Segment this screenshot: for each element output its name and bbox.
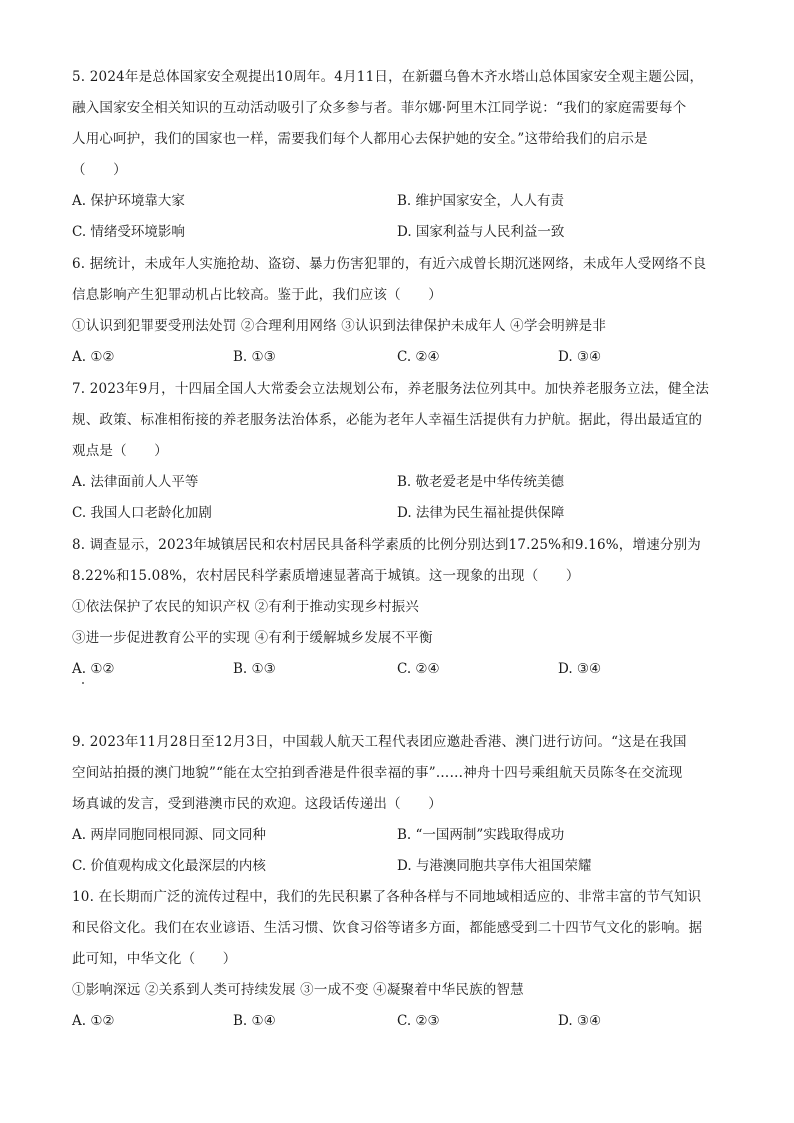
q8-statements-1: ①依法保护了农民的知识产权 ②有利于推动实现乡村振兴 [72,599,419,615]
q10-option-a: A. ①② [72,1013,115,1029]
q5-stem-line-2: 融入国家安全相关知识的互动活动吸引了众多参与者。菲尔娜·阿里木江同学说：“我们的家庭需要每个 [72,100,687,116]
q8-statements-2: ③进一步促进教育公平的实现 ④有利于缓解城乡发展不平衡 [72,630,433,646]
q9-option-b: B. “一国两制”实践取得成功 [397,827,565,843]
q7-option-c: C. 我国人口老龄化加剧 [72,505,212,521]
q10-option-c: C. ②③ [397,1013,440,1029]
q10-option-d: D. ③④ [558,1013,602,1029]
q10-statements: ①影响深远 ②关系到人类可持续发展 ③一成不变 ④凝聚着中华民族的智慧 [72,982,524,998]
q7-option-d: D. 法律为民生福祉提供保障 [397,505,565,521]
q8-option-d: D. ③④ [558,661,602,677]
q5-option-b: B. 维护国家安全，人人有责 [397,193,565,209]
q9-stem-line-1: 9. 2023年11月28日至12月3日，中国载人航天工程代表团应邀赴香港、澳门进行访问。“这是在我国 [72,734,687,750]
stray-mark [82,682,84,684]
q7-stem-line-1: 7. 2023年9月，十四届全国人大常委会立法规划公布，养老服务法位列其中。加快养老服务立法，健全法 [72,381,710,397]
q9-stem-line-2: 空间站拍摄的澳门地貌”“能在太空拍到香港是件很幸福的事”……神舟十四号乘组航天员陈冬在交流现 [72,765,683,781]
q6-statements: ①认识到犯罪要受刑法处罚 ②合理利用网络 ③认识到法律保护未成年人 ④学会明辨是非 [72,318,607,334]
q10-stem-line-3: 此可知，中华文化（ ） [72,951,237,967]
q6-option-b: B. ①③ [233,349,276,365]
q6-option-c: C. ②④ [397,349,440,365]
q6-option-a: A. ①② [72,349,115,365]
q8-stem-line-2: 8.22%和15.08%，农村居民科学素质增速显著高于城镇。这一现象的出现（ ） [72,568,580,584]
q8-option-b: B. ①③ [233,661,276,677]
q6-stem-line-2: 信息影响产生犯罪动机占比较高。鉴于此，我们应该（ ） [72,287,442,303]
q10-option-b: B. ①④ [233,1013,276,1029]
q5-answer-blank: （ ） [72,162,127,178]
q10-stem-line-1: 10. 在长期而广泛的流传过程中，我们的先民积累了各种各样与不同地域相适应的、非常丰富的节气知识 [72,889,702,905]
q7-stem-line-3: 观点是（ ） [72,443,168,459]
q9-option-c: C. 价值观构成文化最深层的内核 [72,858,266,874]
q9-option-d: D. 与港澳同胞共享伟大祖国荣耀 [397,858,592,874]
q5-option-a: A. 保护环境靠大家 [72,193,185,209]
q7-option-a: A. 法律面前人人平等 [72,474,199,490]
q5-stem-line-1: 5. 2024年是总体国家安全观提出10周年。4月11日，在新疆乌鲁木齐水塔山总体国家安全观主题公园， [72,69,704,85]
q8-option-a: A. ①② [72,661,115,677]
q9-option-a: A. 两岸同胞同根同源、同文同种 [72,827,266,843]
q5-stem-line-3: 人用心呵护，我们的国家也一样，需要我们每个人都用心去保护她的安全。”这带给我们的启示是 [72,131,648,147]
q7-stem-line-2: 规、政策、标准相衔接的养老服务法治体系，必能为老年人幸福生活提供有力护航。据此，得出最适宜的 [72,412,703,428]
q10-stem-line-2: 和民俗文化。我们在农业谚语、生活习惯、饮食习俗等诸多方面，都能感受到二十四节气文化的影响。据 [72,920,703,936]
q6-option-d: D. ③④ [558,349,602,365]
q6-stem-line-1: 6. 据统计，未成年人实施抢劫、盗窃、暴力伤害犯罪的，有近六成曾长期沉迷网络，未成年人受网络不良 [72,256,707,272]
q7-option-b: B. 敬老爱老是中华传统美德 [397,474,565,490]
q9-stem-line-3: 场真诚的发言，受到港澳市民的欢迎。这段话传递出（ ） [72,796,442,812]
q5-option-c: C. 情绪受环境影响 [72,224,185,240]
q5-option-d: D. 国家利益与人民利益一致 [397,224,565,240]
q8-stem-line-1: 8. 调查显示，2023年城镇居民和农村居民具备科学素质的比例分别达到17.25%和9.16%，增速分别为 [72,537,701,553]
q8-option-c: C. ②④ [397,661,440,677]
